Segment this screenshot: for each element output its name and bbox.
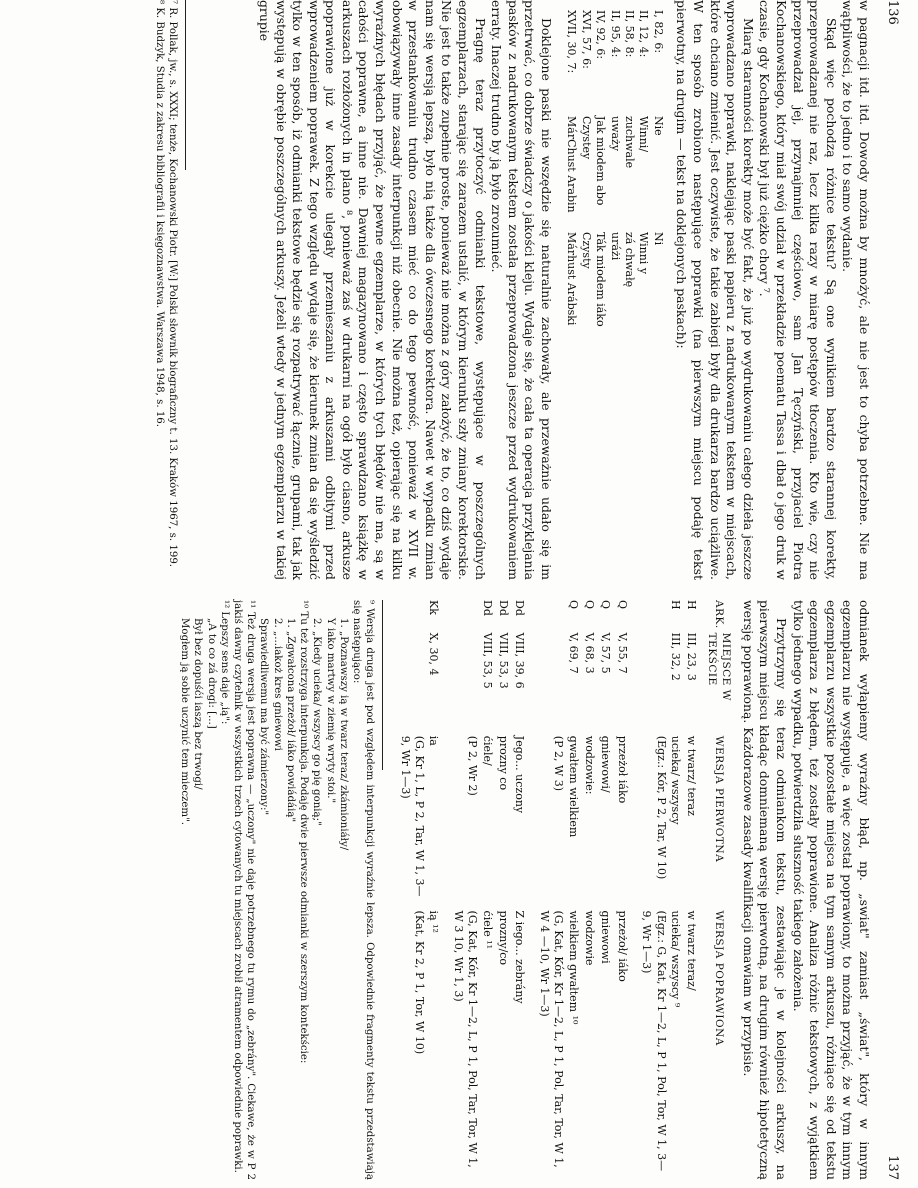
table-cell: Q [566, 600, 580, 610]
left-page-body [255, 0, 872, 580]
table-cell: ucieka/ wszyscy (Egz.: Kór, P 2, Tar, W 10) [654, 735, 683, 880]
footnote: ⁷ R. Pollak, jw., s. XXXI; tenże, Kochanowski Piotr. [W:] Polski słownik biograficzny t. 13. Kraków 1967, s. 199. [167, 0, 178, 568]
table-row [596, 600, 612, 1180]
table-cell: Márhust Arábski [565, 232, 579, 326]
table-cell: VIII, 53, 3 [496, 632, 510, 689]
table-cell: ia (G, Kr 1, L, P 2, Tar, W 1, 3—9, Wr 1—3) [398, 735, 441, 897]
table-cell: ucieka/ wszyscy ⁹ (Egz.: G, Kat, Kr 1—2, L, P 1, Pol, Tor, W 1, 3—9, Wr 1—3) [640, 910, 683, 1172]
table-cell: przeżoł iáko [615, 735, 629, 804]
table-cell: H [685, 600, 699, 610]
column-header: WERSJA PIERWOTNA [713, 735, 726, 863]
table-cell: Ni [651, 232, 665, 246]
table-cell: ią ¹² (Kat, Kr 2, P 1, Tor, W 10) [412, 910, 441, 1055]
table-cell: uważy [608, 116, 622, 152]
table-cell: uráżi [608, 232, 622, 261]
footnote-rule [382, 600, 383, 770]
paragraph: Miarą staranności korekty może być fakt, że już po wydrukowaniu całego dzieła jeszcze wprowadzano poprawki, naklejając paski papieru z nadrukowanym tekstem w miejscach, które chciano zmienić. Jest oczywiste, że takie zabiegi były dla drukarza bardzo uciążliwe. W ten sposób zrobiono następujące poprawki (na pierwszym miejscu podaję tekst pierwotny, na drugim — tekst na doklejonych paskach): [674, 0, 756, 580]
table-row [494, 600, 510, 1180]
table-cell: Dd [513, 600, 527, 616]
footnote: ¹¹ Też druga wersja jest poprawna — „uczony" nie daje potrzebnego tu rymu do „zebrány". Ciekawe, że w P 2 jakiś dawny czytelnik w wszystkich trzech cytowanych tu miejscach zrobił atramentem odpowiednie poprawki. [232, 600, 257, 1180]
paragraph: w pagnacji itd. itd. Dowody można by mnożyć, ale nie jest to chyba potrzebne. Nie ma wątpliwości, że to jedno i to samo wydanie. [840, 0, 872, 580]
table-cell: gniewowi [599, 910, 613, 964]
footnote: ¹² Lepszy sens daje „ią": [218, 600, 230, 725]
table-cell: XVI, 57, 6: [579, 10, 593, 69]
column-header: WERSJA POPRAWIONA [713, 910, 726, 1046]
table-row [593, 10, 607, 333]
table-row [448, 600, 493, 1180]
table-cell: Dd [496, 600, 510, 616]
table-cell: Winni y [637, 232, 651, 275]
table-row [578, 10, 592, 333]
table-cell: II, 58, 8: [623, 10, 637, 58]
table-cell: X, 30, 4 [427, 632, 441, 676]
table-cell: Dd [480, 600, 494, 616]
table-row [534, 600, 579, 1180]
table-cell: I, 82, 6: [651, 10, 665, 54]
table-cell: II, 12, 4: [637, 10, 651, 58]
table-cell: VIII, 39, 6 [513, 632, 527, 689]
footnote: ⁸ K. Budzyk, Studia z zakresu bibliografii i księgoznawstwa. Warszawa 1948, s. 16. [153, 0, 165, 428]
table-row [637, 600, 682, 1180]
paragraph: Skąd więc pochodzą różnice tekstu? Są one wynikiem bardzo starannej korekty, przeprowadzanej nie raz, lecz kilka razy w miarę postępów tłoczenia. Kto wie, czy nie przeprowadzał jej, przynajmniej częściowo, sam Jan Tęczyński, przyjaciel Piotra Kochanowskiego, który miał swój udział w przekładzie poematu Tassa i dbał o jego druk w czasie, gdy Kochanowski był już ciężko chory ⁷. [757, 0, 839, 580]
page-number-left: 136 [885, 0, 900, 25]
table-row [636, 10, 650, 333]
table-cell: Nie [651, 116, 665, 136]
table-cell: wodzowie [583, 910, 596, 966]
footnote: Y iako martwy w ziemię wryty stoi." [324, 618, 336, 804]
table-cell: III, 32, 2 [669, 632, 683, 681]
footnote: ¹⁰ Tu też rozstrzyga interpunkcja. Podaję dwie pierwsze odmianki w szerszym kontekście: [298, 600, 310, 1064]
table-cell: wodzowie: [583, 735, 596, 795]
table-cell: V, 57, 5 [599, 632, 613, 674]
footnote: 1. „Zgwałcona przeżoł/ iáko powiádáią" [284, 618, 296, 823]
table-cell: V, 68, 3 [583, 632, 596, 674]
variants-table [395, 600, 733, 1180]
table-cell: prozny/co [496, 910, 510, 966]
page-number-right: 137 [885, 1155, 900, 1180]
table-cell: III, 23, 3 [685, 632, 699, 681]
table-cell: Jak miodem abo [594, 116, 608, 206]
table-cell: Q [599, 600, 613, 610]
footnote: ⁹ Wersja druga jest pod względem interpunkcji wyraźnie lepsza. Odpowiednie fragmenty tekstu przedstawiają się następująco: [350, 600, 376, 1180]
footnote: Sprawiedliwemu ma być zámierzony:" [258, 618, 270, 816]
table-cell: w twarz/ teraz [685, 735, 699, 816]
table-row [650, 10, 664, 333]
table-cell: Jego... uczony [513, 735, 527, 814]
footnote: 2. „...iakoż kres gniewowi [271, 618, 283, 751]
footnote: 2. „Kiedy ucieka/ wszyscy go pię gonią;" [311, 618, 323, 826]
table-cell: IV, 92, 6: [594, 10, 608, 60]
table-cell: Winni/ [637, 116, 651, 153]
table-row [607, 10, 621, 333]
table-cell: Z iego... zebrány [513, 910, 527, 1004]
table-cell: zá chwałę [623, 232, 637, 288]
table-cell: gniewowi/ [599, 735, 613, 793]
table-cell: V, 55, 7 [615, 632, 629, 674]
table-cell: Q [615, 600, 629, 610]
right-page [68, 600, 898, 1180]
footnote: Mogłem ją sobie uczynić tem mieczem". [179, 618, 191, 826]
table-cell: Ták miodem iáko [594, 232, 608, 327]
paragraph: odmianek wyłapiemy wyraźny błąd, np. „swiat" zamiast „świat", który w innym egzemplarzu nie występuje, a więc został poprawiony, to można przyjąć, że w tym innym egzemplarzu wszystkie pozostałe miejsca na tym samym arkuszu, różniące się od tekstu egzemplarza z błędem, też zostały poprawione. Analiza różnic tekstowych, z wyjątkiem tylko jednego wypadku, potwierdziła słuszność takiego założenia. [790, 600, 872, 1180]
table-row [564, 10, 578, 333]
left-page [68, 0, 898, 580]
table-cell: zuchwale [623, 116, 637, 169]
footnote: Był bez dopuśći iaszą bez trwogi/ [192, 618, 204, 790]
table-cell: II, 95, 4: [608, 10, 622, 58]
left-footnotes [153, 0, 198, 580]
table-row [612, 600, 636, 1180]
paragraph: Pragnę teraz przytoczyć odmianki tekstowe, występujące w poszczególnych egzemplarzach, starając się zarazem ustalić, w którym kierunku szły zmiany korektorskie. Nie jest to także zupełnie proste, ponieważ nie można z góry założyć, że to, co dziś wydaje nam się wersją lepszą, było nią także dla ówczesnego korektora. Nawet w wypadku zmian w przestankowaniu trudno czasem mieć co do tego pewność, ponieważ w XVII w. obowiązywały inne zasady interpunkcji niż obecnie. Nie można też, opierając się na kilku wyraźnych błędach przyjąć, że pewne egzemplarze, w których tych błędów nie ma, są w całości poprawne, a inne nie. Dawniej magazynowano i często sprawdzano książkę w arkuszach rozłożonych in plano ⁸, ponieważ zaś w drukarni na ogół było ciasno, arkusze poprawione już w korekcie ulegały przemieszaniu z arkuszami odbitymi przed wprowadzeniem poprawek. Z tego względu wydaje się, że kierunek zmian da się wyśledzić tylko w ten sposób, iż odmianki tekstowe będzie się rozpatrywać łącznie, grupami, tak jak występują w obrębie poszczególnych arkuszy. Jeżeli wtedy w jednym egzemplarzu w takiej grupie [256, 0, 488, 580]
table-row [622, 10, 636, 333]
footnote: 1. „Poznawszy ią w twarz teraz/ zkámioniáły/ [337, 618, 349, 851]
table-cell: XVII, 30, 7: [565, 10, 579, 74]
footnote: „A to co zá drogi: [...] [205, 618, 217, 729]
table-row [510, 600, 534, 1180]
table-cell: ćiele/ (P 2, Wr 2) [466, 735, 494, 796]
table-row [682, 600, 698, 1180]
table-cell: Q [583, 600, 596, 610]
table-cell: H [669, 600, 683, 610]
paragraph: Doklejone paski nie wszędzie się naturalnie zachowały, ale przeważnie udało się im przetrwać, co dobrze świadczy o jakości kleju. Wydaje się, że cała ta operacja przyklejania pasków z nadrukowanym tekstem została przeprowadzona jeszcze przed wydrukowaniem erraty. Inaczej trudno by ją było zrozumieć. [489, 0, 555, 580]
table-cell: Kk [427, 600, 441, 615]
right-footnotes [178, 600, 376, 1180]
column-header: ARK. [713, 600, 726, 629]
table-cell: V, 69, 7 [566, 632, 580, 674]
table-cell: w twarz teraz/ [685, 910, 699, 991]
table-cell: Czystey [579, 116, 593, 160]
table-cell: MárChust Arabin [565, 116, 579, 213]
paragraph: Przytrzymy się teraz odmiankom tekstu, zestawiając je w kolejności arkuszy, na pierwszym miejscu kładąc domniemaną wersję pierwotną, na drugim również hipotetyczną wersję poprawioną. Każdorazowe zasady kwalifikacji omawiam w przypisie. [740, 600, 790, 1180]
table-cell: prozny co [496, 735, 510, 791]
table-cell: przeżoł/ iáko [615, 910, 629, 982]
column-header: MIEJSCE W TEKŚCIE [705, 632, 733, 701]
table-row [580, 600, 596, 1180]
footnote-rule [185, 0, 186, 170]
table-cell: ćiele ¹¹ (G, Kat, Kór, Kr 1—2, L, P 1, Pol, Tar, Tor, W 1, W 3 10, Wr 1, 3) [451, 910, 494, 1168]
table-cell: VIII, 53, 5 [480, 632, 494, 689]
right-page-body [178, 600, 872, 1180]
table-row [395, 600, 448, 1180]
table-cell: wielkiem gwałtem ¹⁰ (G, Kat, Kór, Kr 1—2, L, P 1, Pol, Tar, Tor, W 1, W 4 —10, Wr 1—3) [537, 910, 580, 1168]
table-cell: Czysty [579, 232, 593, 269]
corrections-table [564, 10, 665, 333]
table-cell: gwałtem wielkiem (P 2, W 3) [552, 735, 580, 838]
